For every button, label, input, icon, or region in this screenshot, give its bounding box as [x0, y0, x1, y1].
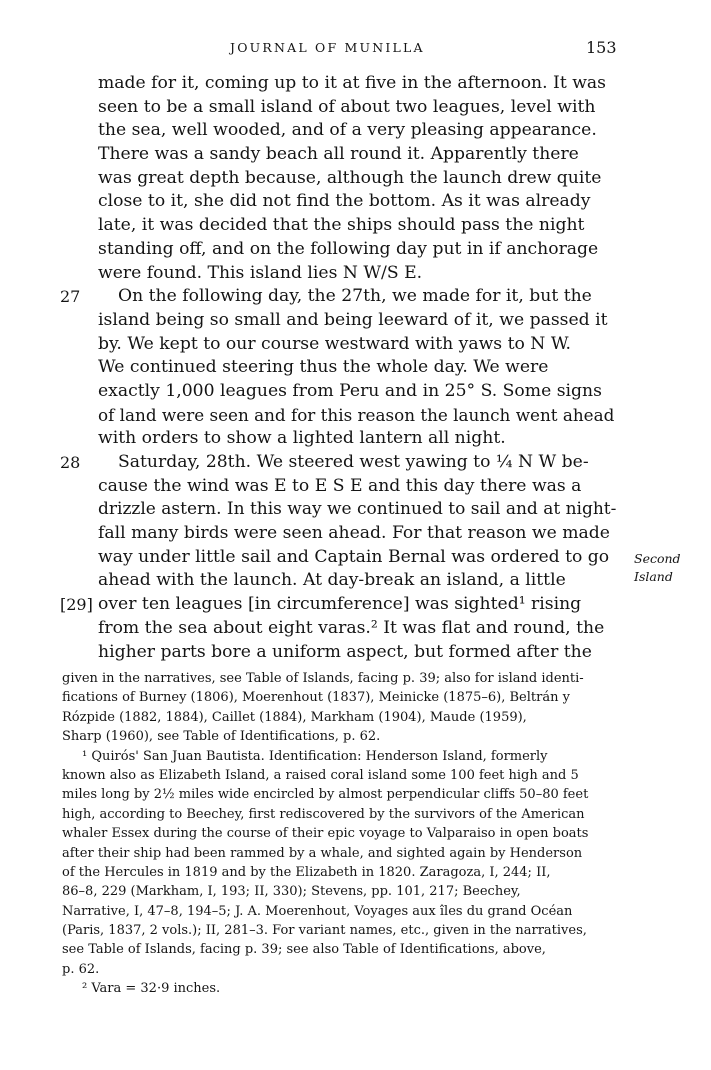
text-line — [98, 143, 618, 167]
text-line — [60, 593, 618, 617]
footnote-line: high, according to Beechey, first rediscovered by the survivors of the American — [62, 806, 585, 822]
line-text: higher parts bore a uniform aspect, but formed after the — [98, 641, 592, 662]
margin-date: 27 — [60, 287, 81, 307]
line-text: standing off, and on the following day put in if anchorage — [98, 238, 599, 259]
footnote-line: Narrative, I, 47–8, 194–5; J. A. Moerenhout, Voyages aux îles du grand Océan — [62, 903, 573, 919]
footnote-line: see Table of Islands, facing p. 39; see also Table of Identifications, above, — [62, 942, 546, 958]
footnote-line: Rózpide (1882, 1884), Caillet (1884), Markham (1904), Maude (1959), — [62, 709, 527, 725]
text-line — [60, 285, 618, 309]
footnote-line: ² Vara = 32·9 inches. — [82, 981, 221, 997]
text-line — [98, 356, 618, 380]
footnote-line: miles long by 2½ miles wide encircled by almost perpendicular cliffs 50–80 feet — [62, 787, 589, 803]
text-line — [98, 546, 618, 570]
text-line — [98, 238, 618, 262]
line-text: late, it was decided that the ships should pass the night — [98, 215, 585, 236]
line-text: island being so small and being leeward of it, we passed it — [98, 309, 608, 330]
line-text: way under little sail and Captain Bernal was ordered to go — [98, 546, 610, 567]
line-text: was great depth because, although the launch drew quite — [98, 167, 602, 188]
line-text: by. We kept to our course westward with yaws to N W. — [98, 333, 571, 354]
footnote-line: (Paris, 1837, 2 vols.); II, 281–3. For variant names, etc., given in the narratives, — [62, 923, 587, 939]
margin-date: [29] — [60, 595, 93, 615]
text-line — [98, 119, 618, 143]
line-text: from the sea about eight varas.² It was flat and round, the — [98, 617, 605, 638]
line-text: cause the wind was E to E S E and this day there was a — [98, 475, 582, 496]
line-text: We continued steering thus the whole day. We were — [98, 357, 549, 378]
footnote-line: given in the narratives, see Table of Islands, facing p. 39; also for island identi- — [62, 671, 584, 686]
line-text: On the following day, the 27th, we made for it, but the — [118, 286, 592, 307]
margin-date: 28 — [60, 453, 81, 472]
line-text: ahead with the launch. At day-break an island, a little — [98, 570, 566, 591]
text-line — [98, 522, 618, 546]
line-text: There was a sandy beach all round it. Apparently there — [98, 144, 579, 165]
text-line — [98, 214, 618, 238]
text-line — [60, 451, 618, 475]
text-line — [98, 262, 618, 286]
line-text: Saturday, 28th. We steered west yawing to ¼ N W be- — [118, 452, 589, 472]
footnote-line: after their ship had been rammed by a whale, and sighted again by Henderson — [62, 845, 583, 861]
line-text: of land were seen and for this reason the launch went ahead — [98, 404, 615, 425]
text-line — [98, 167, 618, 191]
line-text: with orders to show a lighted lantern all night. — [98, 428, 506, 449]
main-text — [60, 72, 618, 664]
line-text: drizzle astern. In this way we continued to sail and at night- — [98, 499, 617, 520]
line-text: made for it, coming up to it at five in the afternoon. It was — [98, 73, 606, 93]
footnote-line: 86–8, 229 (Markham, I, 193; II, 330); Stevens, pp. 101, 217; Beechey, — [62, 884, 521, 900]
text-line — [98, 190, 618, 214]
line-text: exactly 1,000 leagues from Peru and in 25° S. Some signs — [98, 380, 602, 401]
footnote-line: fications of Burney (1806), Moerenhout (1837), Meinicke (1875–6), Beltrán y — [62, 690, 570, 706]
line-text: close to it, she did not find the bottom. As it was already — [98, 191, 591, 212]
footnote-line: Sharp (1960), see Table of Identifications, p. 62. — [62, 729, 381, 745]
line-text: seen to be a small island of about two leagues, level with — [98, 96, 596, 117]
text-line — [98, 96, 618, 120]
side-note-line: Second — [634, 551, 681, 566]
line-text: the sea, well wooded, and of a very pleasing appearance. — [98, 120, 597, 141]
text-line — [98, 569, 618, 593]
text-line — [98, 72, 618, 96]
footnote-line: p. 62. — [62, 961, 100, 977]
text-line — [98, 380, 618, 404]
text-line — [98, 475, 618, 499]
footnote-line: known also as Elizabeth Island, a raised coral island some 100 feet high and 5 — [62, 767, 579, 783]
side-note — [634, 550, 681, 586]
footnote-line: whaler Essex during the course of their epic voyage to Valparaiso in open boats — [62, 826, 589, 842]
text-line — [98, 498, 618, 522]
page-header — [0, 38, 711, 60]
footnote-line: ¹ Quirós' San Juan Bautista. Identification: Henderson Island, formerly — [82, 748, 548, 764]
line-text: fall many birds were seen ahead. For that reason we made — [98, 523, 610, 544]
page-number: 153 — [586, 38, 617, 57]
text-line — [98, 427, 618, 451]
footnote-line: of the Hercules in 1819 and by the Elizabeth in 1820. Zaragoza, I, 244; II, — [62, 864, 551, 880]
text-line — [98, 309, 618, 333]
side-note-line: Island — [634, 569, 673, 584]
text-line — [98, 404, 618, 428]
running-head: JOURNAL OF MUNILLA — [230, 40, 425, 55]
footnotes — [62, 669, 622, 999]
line-text: were found. This island lies N W/S E. — [98, 262, 423, 283]
text-line — [98, 641, 618, 665]
line-text: over ten leagues [in circumference] was sighted¹ rising — [98, 594, 582, 615]
text-line — [98, 617, 618, 641]
text-line — [98, 333, 618, 357]
